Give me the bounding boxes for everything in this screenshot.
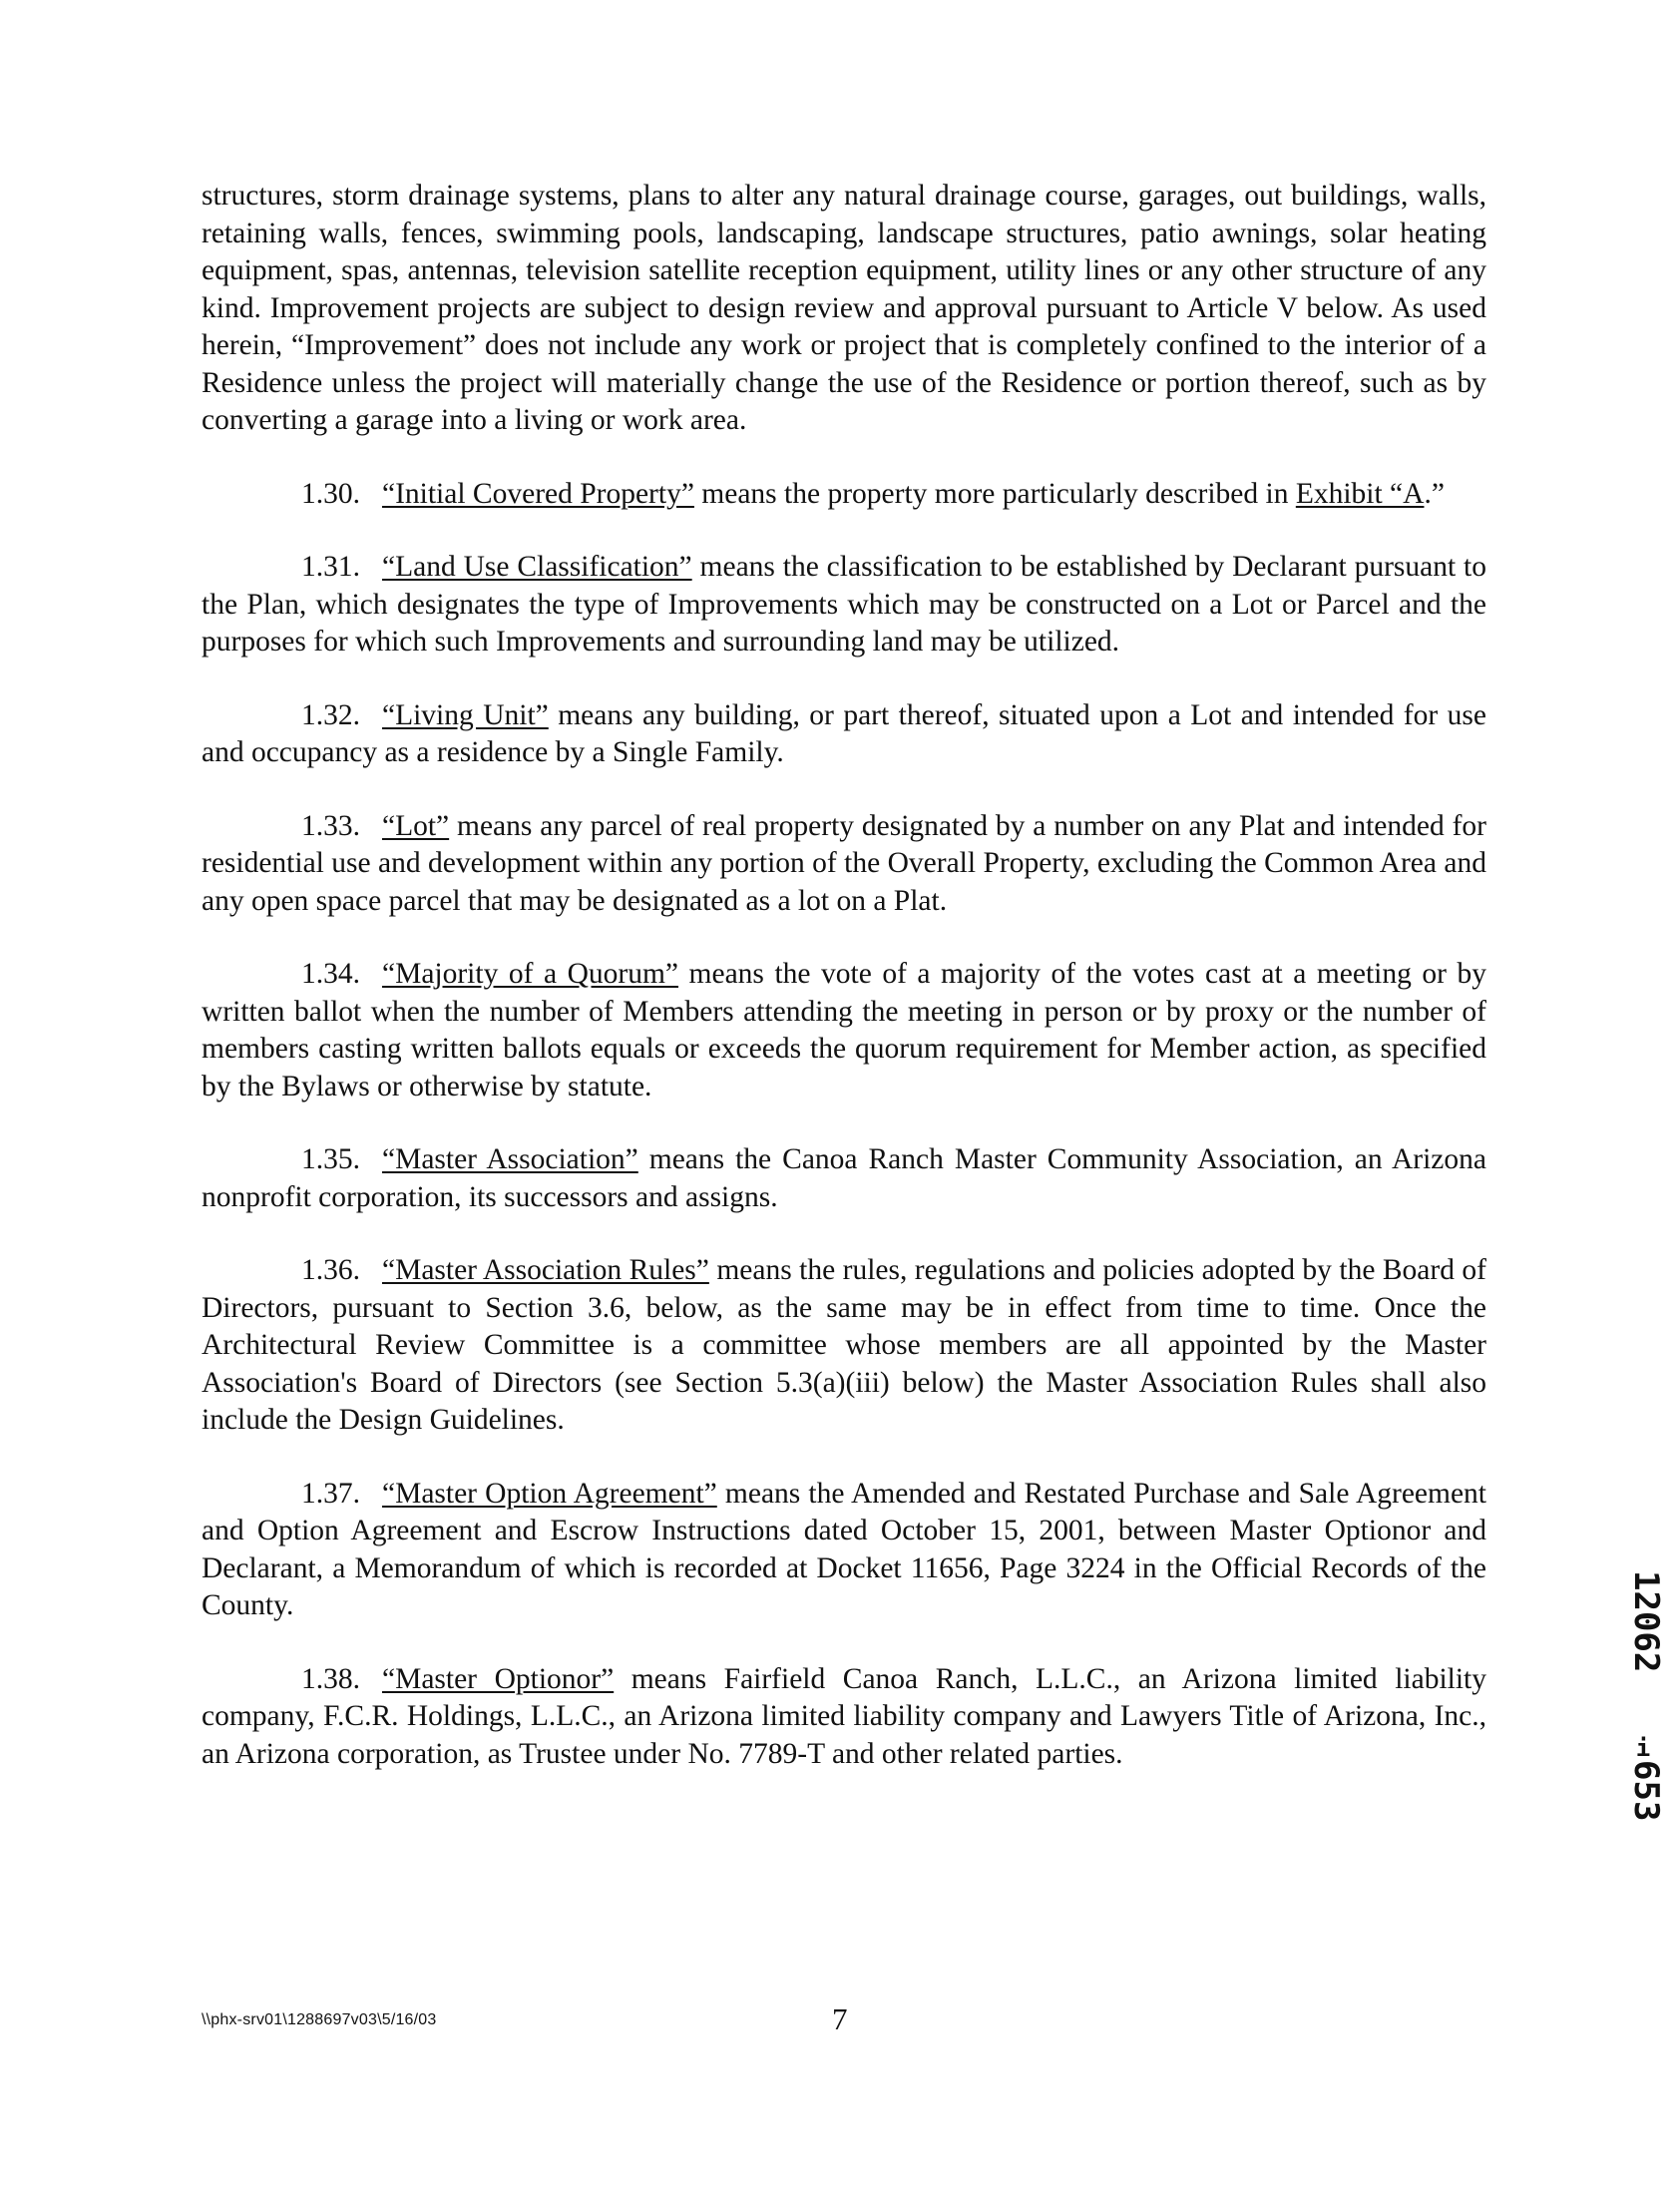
section-number: 1.33. (301, 809, 360, 842)
defined-term: “Living Unit” (382, 698, 549, 731)
definition-text: means any building, or part thereof, situated upon a Lot and intended for use and occupancy as a residence by a Single Family. (202, 698, 1486, 768)
definition-text: means any parcel of real property designated by a number on any Plat and intended for residential use and development within any portion of the Overall Property, excluding the Common Area and any open space parcel that may be designated as a lot on a Plat. (202, 809, 1486, 917)
defined-term: “Land Use Classification” (382, 551, 692, 583)
section-number: 1.34. (301, 958, 360, 990)
defined-term: “Master Option Agreement” (382, 1477, 717, 1510)
definition-text: means the rules, regulations and policies adopted by the Board of Directors, pursuant to Section 3.6, below, as the same may be in effect from time to time. Once the Architectural Review Committee is a committee whose members are all appointed by the Master Association's Board of Directors (see Section 5.3(a)(iii) below) the Master Association Rules shall also include the Design Guidelines. (202, 1254, 1486, 1436)
defined-term: “Master Association” (382, 1143, 638, 1175)
continued-paragraph: structures, storm drainage systems, plans to alter any natural drainage course, garages, out buildings, walls, retaining walls, fences, swimming pools, landscaping, landscape structures, patio awnings, solar heating equipment, spas, antennas, television satellite reception equipment, utility lines or any other structure of any kind. Improvement projects are subject to design review and approval pursuant to Article V below. As used herein, “Improvement” does not include any work or project that is completely confined to the interior of a Residence unless the project will materially change the use of the Residence or portion thereof, such as by converting a garage into a living or work area. (202, 180, 1486, 436)
docket-number: 12062 (1626, 1570, 1666, 1673)
exhibit-reference: Exhibit “A (1295, 477, 1425, 510)
definition-text: means the Canoa Ranch Master Community Association, an Arizona nonprofit corporation, its successors and assigns. (202, 1143, 1486, 1213)
definition-tail: .” (1424, 477, 1445, 510)
section-number: 1.30. (301, 477, 360, 510)
definition-1-35 (202, 1141, 1486, 1216)
section-number: 1.38. (301, 1662, 360, 1695)
definition-1-38 (202, 1661, 1486, 1774)
definition-1-31 (202, 549, 1486, 661)
definition-1-34 (202, 956, 1486, 1105)
stamp-page-number: 653 (1626, 1760, 1666, 1822)
defined-term: “Master Association Rules” (382, 1254, 709, 1286)
defined-term: “Master Optionor” (382, 1662, 615, 1695)
defined-term: “Lot” (382, 809, 450, 842)
document-page (202, 178, 1486, 1809)
section-number: 1.35. (301, 1143, 360, 1175)
definition-text: means the vote of a majority of the votes cast at a meeting or by written ballot when the number of Members attending the meeting in person or by proxy or the number of members casting written ballots equals or exceeds the quorum requirement for Member action, as specified by the Bylaws or otherwise by statute. (202, 958, 1486, 1102)
section-number: 1.32. (301, 698, 360, 731)
definition-1-30 (202, 476, 1486, 514)
page-number: 7 (832, 2001, 848, 2036)
docket-stamp (1626, 1570, 1666, 1673)
definition-1-32 (202, 697, 1486, 772)
defined-term: “Initial Covered Property” (382, 477, 694, 510)
definition-text: means the classification to be established by Declarant pursuant to the Plan, which designates the type of Improvements which may be constructed on a Lot or Parcel and the purposes for which such Improvements and surrounding land may be utilized. (202, 551, 1486, 658)
definition-1-36 (202, 1252, 1486, 1440)
section-number: 1.31. (301, 551, 360, 583)
stamp-separator: i (1635, 1734, 1651, 1762)
defined-term: “Majority of a Quorum” (382, 958, 679, 990)
section-number: 1.36. (301, 1254, 360, 1286)
page-stamp (1626, 1734, 1666, 1822)
definition-1-33 (202, 808, 1486, 921)
definition-1-37 (202, 1476, 1486, 1625)
definition-text: means Fairfield Canoa Ranch, L.L.C., an Arizona limited liability company, F.C.R. Holdings, L.L.C., an Arizona limited liability company and Lawyers Title of Arizona, Inc., an Arizona corporation, as Trustee under No. 7789-T and other related parties. (202, 1662, 1486, 1770)
definition-text: means the Amended and Restated Purchase and Sale Agreement and Option Agreement and Escrow Instructions dated October 15, 2001, between Master Optionor and Declarant, a Memorandum of which is recorded at Docket 11656, Page 3224 in the Official Records of the County. (202, 1477, 1486, 1621)
definition-text: means the property more particularly described in (693, 477, 1296, 510)
section-number: 1.37. (301, 1477, 360, 1510)
footer-document-path: \\phx-srv01\1288697v03\5/16/03 (202, 2011, 437, 2028)
